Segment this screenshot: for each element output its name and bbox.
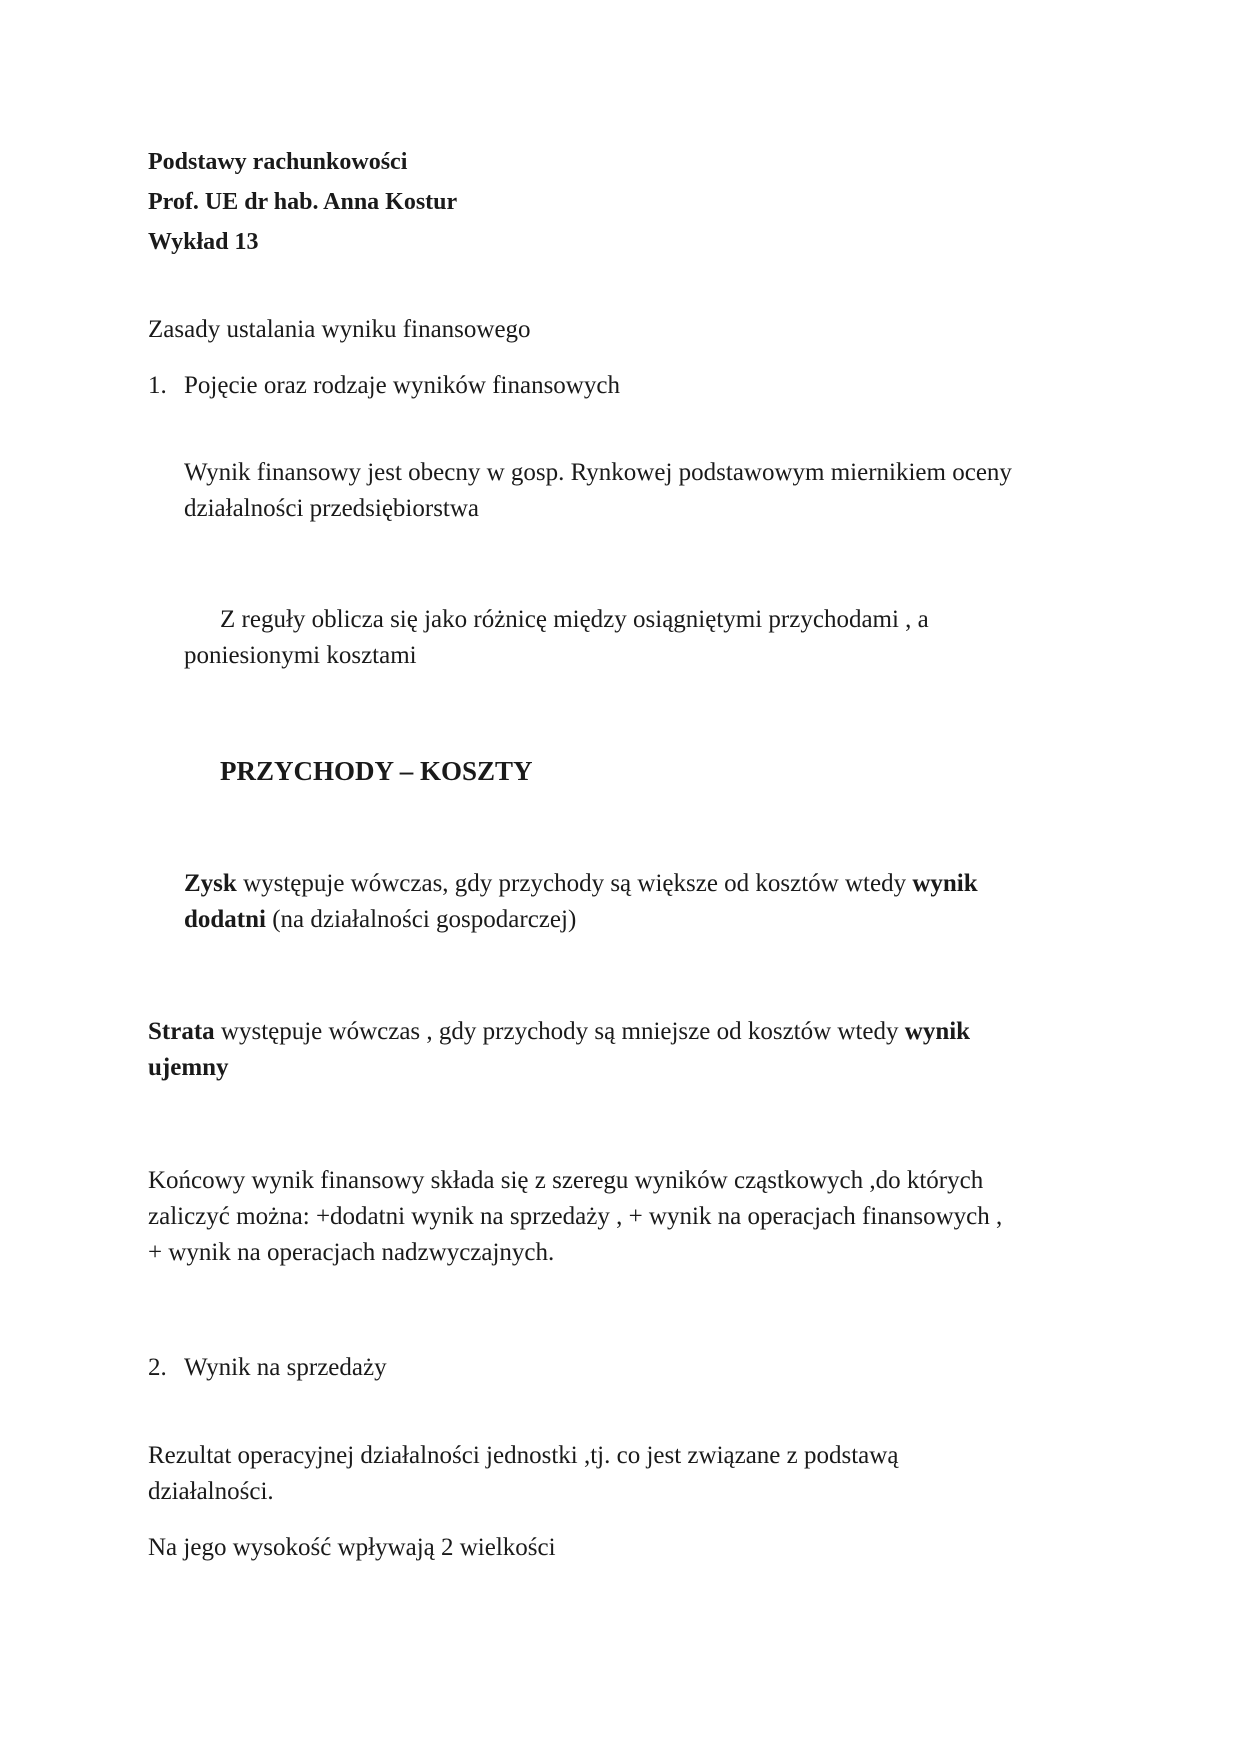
section-1-title: Pojęcie oraz rodzaje wyników finansowych <box>184 372 620 399</box>
profit-text-1: występuje wówczas, gdy przychody są większe od kosztów wtedy <box>236 870 913 897</box>
profit-result-term: wynik <box>912 870 978 897</box>
section-1-number: 1. <box>148 372 167 399</box>
calculation-line-2: poniesionymi kosztami <box>184 642 417 669</box>
sales-result-line-2: działalności. <box>148 1478 274 1505</box>
lecture-number: Wykład 13 <box>148 229 259 255</box>
definition-line-2: działalności przedsiębiorstwa <box>184 495 480 522</box>
section-2-title: Wynik na sprzedaży <box>184 1354 387 1381</box>
loss-term: Strata <box>148 1018 215 1045</box>
components-line-3: + wynik na operacjach nadzwyczajnych. <box>148 1239 555 1266</box>
components-line-1: Końcowy wynik finansowy składa się z szeregu wyników cząstkowych ,do których <box>148 1167 984 1194</box>
profit-line-1 <box>184 866 978 902</box>
profit-text-2: (na działalności gospodarczej) <box>265 906 577 933</box>
formula-heading: PRZYCHODY – KOSZTY <box>220 756 533 786</box>
loss-line-1 <box>148 1014 970 1050</box>
loss-line-2 <box>148 1050 229 1086</box>
calculation-line-1: Z reguły oblicza się jako różnicę między osiągniętymi przychodami , a <box>220 606 929 633</box>
course-title: Podstawy rachunkowości <box>148 149 408 175</box>
profit-sign-term: dodatni <box>184 906 266 933</box>
sales-result-line-1: Rezultat operacyjnej działalności jednostki ,tj. co jest związane z podstawą <box>148 1442 899 1469</box>
profit-line-2 <box>184 902 576 938</box>
components-line-2: zaliczyć można: +dodatni wynik na sprzedaży , + wynik na operacjach finansowych , <box>148 1203 1003 1230</box>
definition-line-1: Wynik finansowy jest obecny w gosp. Rynkowej podstawowym miernikiem oceny <box>184 459 1012 486</box>
profit-term: Zysk <box>184 870 237 897</box>
loss-result-term: wynik <box>904 1018 971 1045</box>
factors-line: Na jego wysokość wpływają 2 wielkości <box>148 1534 556 1561</box>
loss-sign-term: ujemny <box>148 1054 229 1081</box>
section-2-number: 2. <box>148 1354 167 1381</box>
lecturer-name: Prof. UE dr hab. Anna Kostur <box>148 189 458 215</box>
loss-text-1: występuje wówczas , gdy przychody są mniejsze od kosztów wtedy <box>214 1018 905 1045</box>
topic-title: Zasady ustalania wyniku finansowego <box>148 316 531 343</box>
